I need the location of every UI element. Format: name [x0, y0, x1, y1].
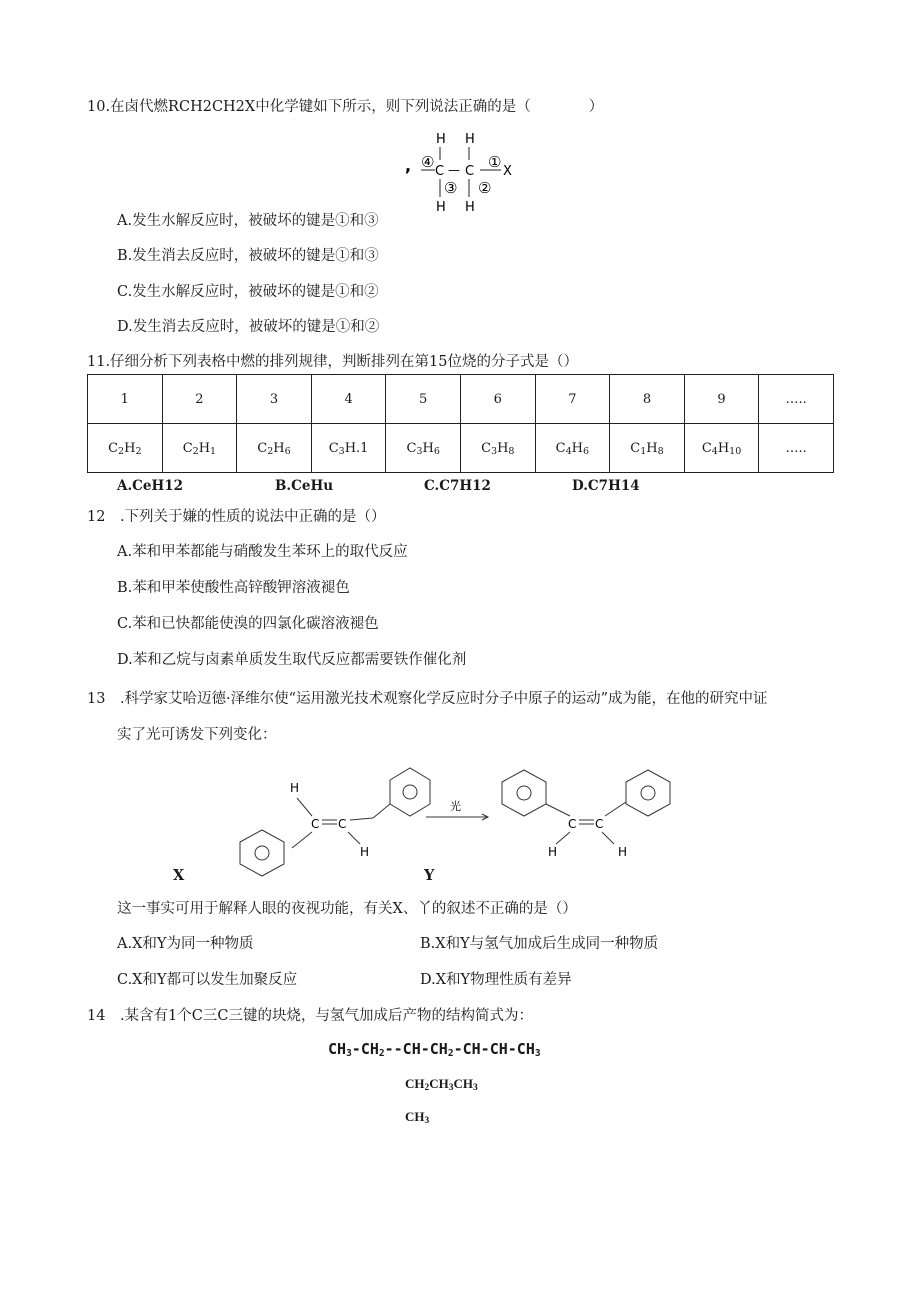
q10-comma: ,	[405, 156, 412, 175]
q11-option-d: D.C7H14	[572, 478, 640, 494]
q11-series-table	[87, 374, 834, 473]
formula-cell: $C_2H_1$	[162, 424, 237, 473]
q10-option-c: C.发生水解反应时，被破坏的键是①和②	[117, 284, 379, 300]
q10-top-h1: H	[436, 132, 446, 147]
q13-question: 这一事实可用于解释人眼的夜视功能，有关X、丫的叙述不正确的是（）	[117, 901, 577, 917]
q11-option-b: B.CeHu	[275, 478, 334, 494]
formula-cell: $C_3H_6$	[386, 424, 461, 473]
q10-x: X	[503, 164, 512, 179]
light-arrow	[426, 799, 488, 820]
q13-isomer-diagram	[230, 760, 700, 885]
q13-option-a: A.X和Y为同一种物质	[117, 936, 254, 952]
q14-stem: 14 .某含有1个C三C三键的块烧，与氢气加成后产物的结构简式为：	[87, 1008, 533, 1024]
table-cell: 4	[311, 375, 386, 424]
q10-label-2: ②	[478, 179, 492, 197]
formula-cell: $C_4H_6$	[535, 424, 610, 473]
q12-option-a: A.苯和甲苯都能与硝酸发生苯环上的取代反应	[117, 544, 408, 560]
table-cell: 3	[237, 375, 312, 424]
q10-option-b: B.发生消去反应时，被破坏的键是①和③	[117, 248, 379, 264]
q10-option-a: A.发生水解反应时，被破坏的键是①和③	[117, 213, 379, 229]
y-h-left: H	[548, 845, 558, 859]
q11-stem: 11.仔细分析下列表格中燃的排列规律，判断排列在第15位烧的分子式是（）	[87, 354, 579, 370]
q11-option-a: A.CeH12	[117, 478, 184, 494]
table-cell: 9	[684, 375, 759, 424]
formula-cell: $C_1H_8$	[610, 424, 685, 473]
q10-bond-diagram	[395, 127, 525, 217]
q13-option-c: C.X和Y都可以发生加聚反应	[117, 972, 298, 988]
q10-c1: C	[435, 164, 445, 179]
x-h-top: H	[290, 781, 300, 795]
table-cell: 2	[162, 375, 237, 424]
q12-option-d: D.苯和乙烷与卤素单质发生取代反应都需要铁作催化剂	[117, 652, 467, 668]
q13-option-b: B.X和Y与氢气加成后生成同一种物质	[420, 936, 659, 952]
molecule-y	[502, 770, 670, 859]
q12-stem: 12 .下列关于嫌的性质的说法中正确的是（）	[87, 509, 386, 525]
formula-cell: $C_2H_6$	[237, 424, 312, 473]
formula-cell: $C_2H_2$	[88, 424, 163, 473]
q14-main-chain: $CH_3-CH_2--CH-CH_2-CH-CH-CH_3$	[328, 1040, 541, 1059]
table-row-index	[88, 375, 834, 424]
table-cell: …..	[759, 375, 834, 424]
benzene-ring-x-top	[390, 768, 430, 816]
table-cell: 7	[535, 375, 610, 424]
arrow-label-light: 光	[450, 800, 461, 813]
q13-option-d: D.X和Y物理性质有差异	[420, 972, 572, 988]
y-h-right: H	[618, 845, 628, 859]
benzene-ring-x-bottom	[240, 830, 284, 876]
table-cell: 6	[460, 375, 535, 424]
y-c1: C	[568, 817, 577, 831]
table-cell: 8	[610, 375, 685, 424]
q10-cc-bond: —	[448, 163, 460, 177]
q13-label-y: Y	[424, 867, 435, 884]
formula-cell: $C_3H.1$	[311, 424, 386, 473]
table-cell: 1	[88, 375, 163, 424]
x-h-bottom: H	[360, 845, 370, 859]
q13-label-x: X	[173, 867, 185, 884]
q14-branch-ethyl: $CH_2CH_3CH_3$	[405, 1076, 478, 1093]
q13-stem-line1: 13 .科学家艾哈迈德·泽维尔使“运用激光技术观察化学反应时分子中原子的运动”成为能，在他的研究中证	[87, 691, 768, 707]
q10-label-1: ①	[488, 153, 502, 171]
x-c1: C	[311, 817, 320, 831]
q10-option-d: D.发生消去反应时，被破坏的键是①和②	[117, 319, 380, 335]
q11-option-c: C.C7H12	[424, 478, 491, 494]
formula-cell: $C_3H_8$	[460, 424, 535, 473]
y-c2: C	[595, 817, 604, 831]
q12-option-c: C.苯和已快都能使溴的四氯化碳溶液褪色	[117, 616, 379, 632]
q10-label-3: ③	[444, 179, 458, 197]
q13-stem-line2: 实了光可诱发下列变化：	[117, 727, 277, 743]
table-cell: 5	[386, 375, 461, 424]
q10-bottom-h1: H	[436, 200, 446, 215]
q10-top-h2: H	[465, 132, 475, 147]
formula-cell: …..	[759, 424, 834, 473]
benzene-ring-y-left	[502, 770, 546, 816]
table-row-formula	[88, 424, 834, 473]
q10-label-4: ④	[421, 153, 435, 171]
q10-bottom-h2: H	[465, 200, 475, 215]
x-c2: C	[338, 817, 347, 831]
q12-option-b: B.苯和甲苯使酸性高锌酸钾溶液褪色	[117, 580, 350, 596]
formula-cell: $C_4H_{10}$	[684, 424, 759, 473]
q10-c2: C	[465, 164, 475, 179]
molecule-x	[240, 768, 430, 876]
benzene-ring-y-right	[626, 770, 670, 816]
q10-stem: 10.在卤代燃RCH2CH2X中化学键如下所示，则下列说法正确的是（ ）	[87, 99, 604, 115]
q14-branch-methyl: $CH_3$	[405, 1109, 430, 1126]
